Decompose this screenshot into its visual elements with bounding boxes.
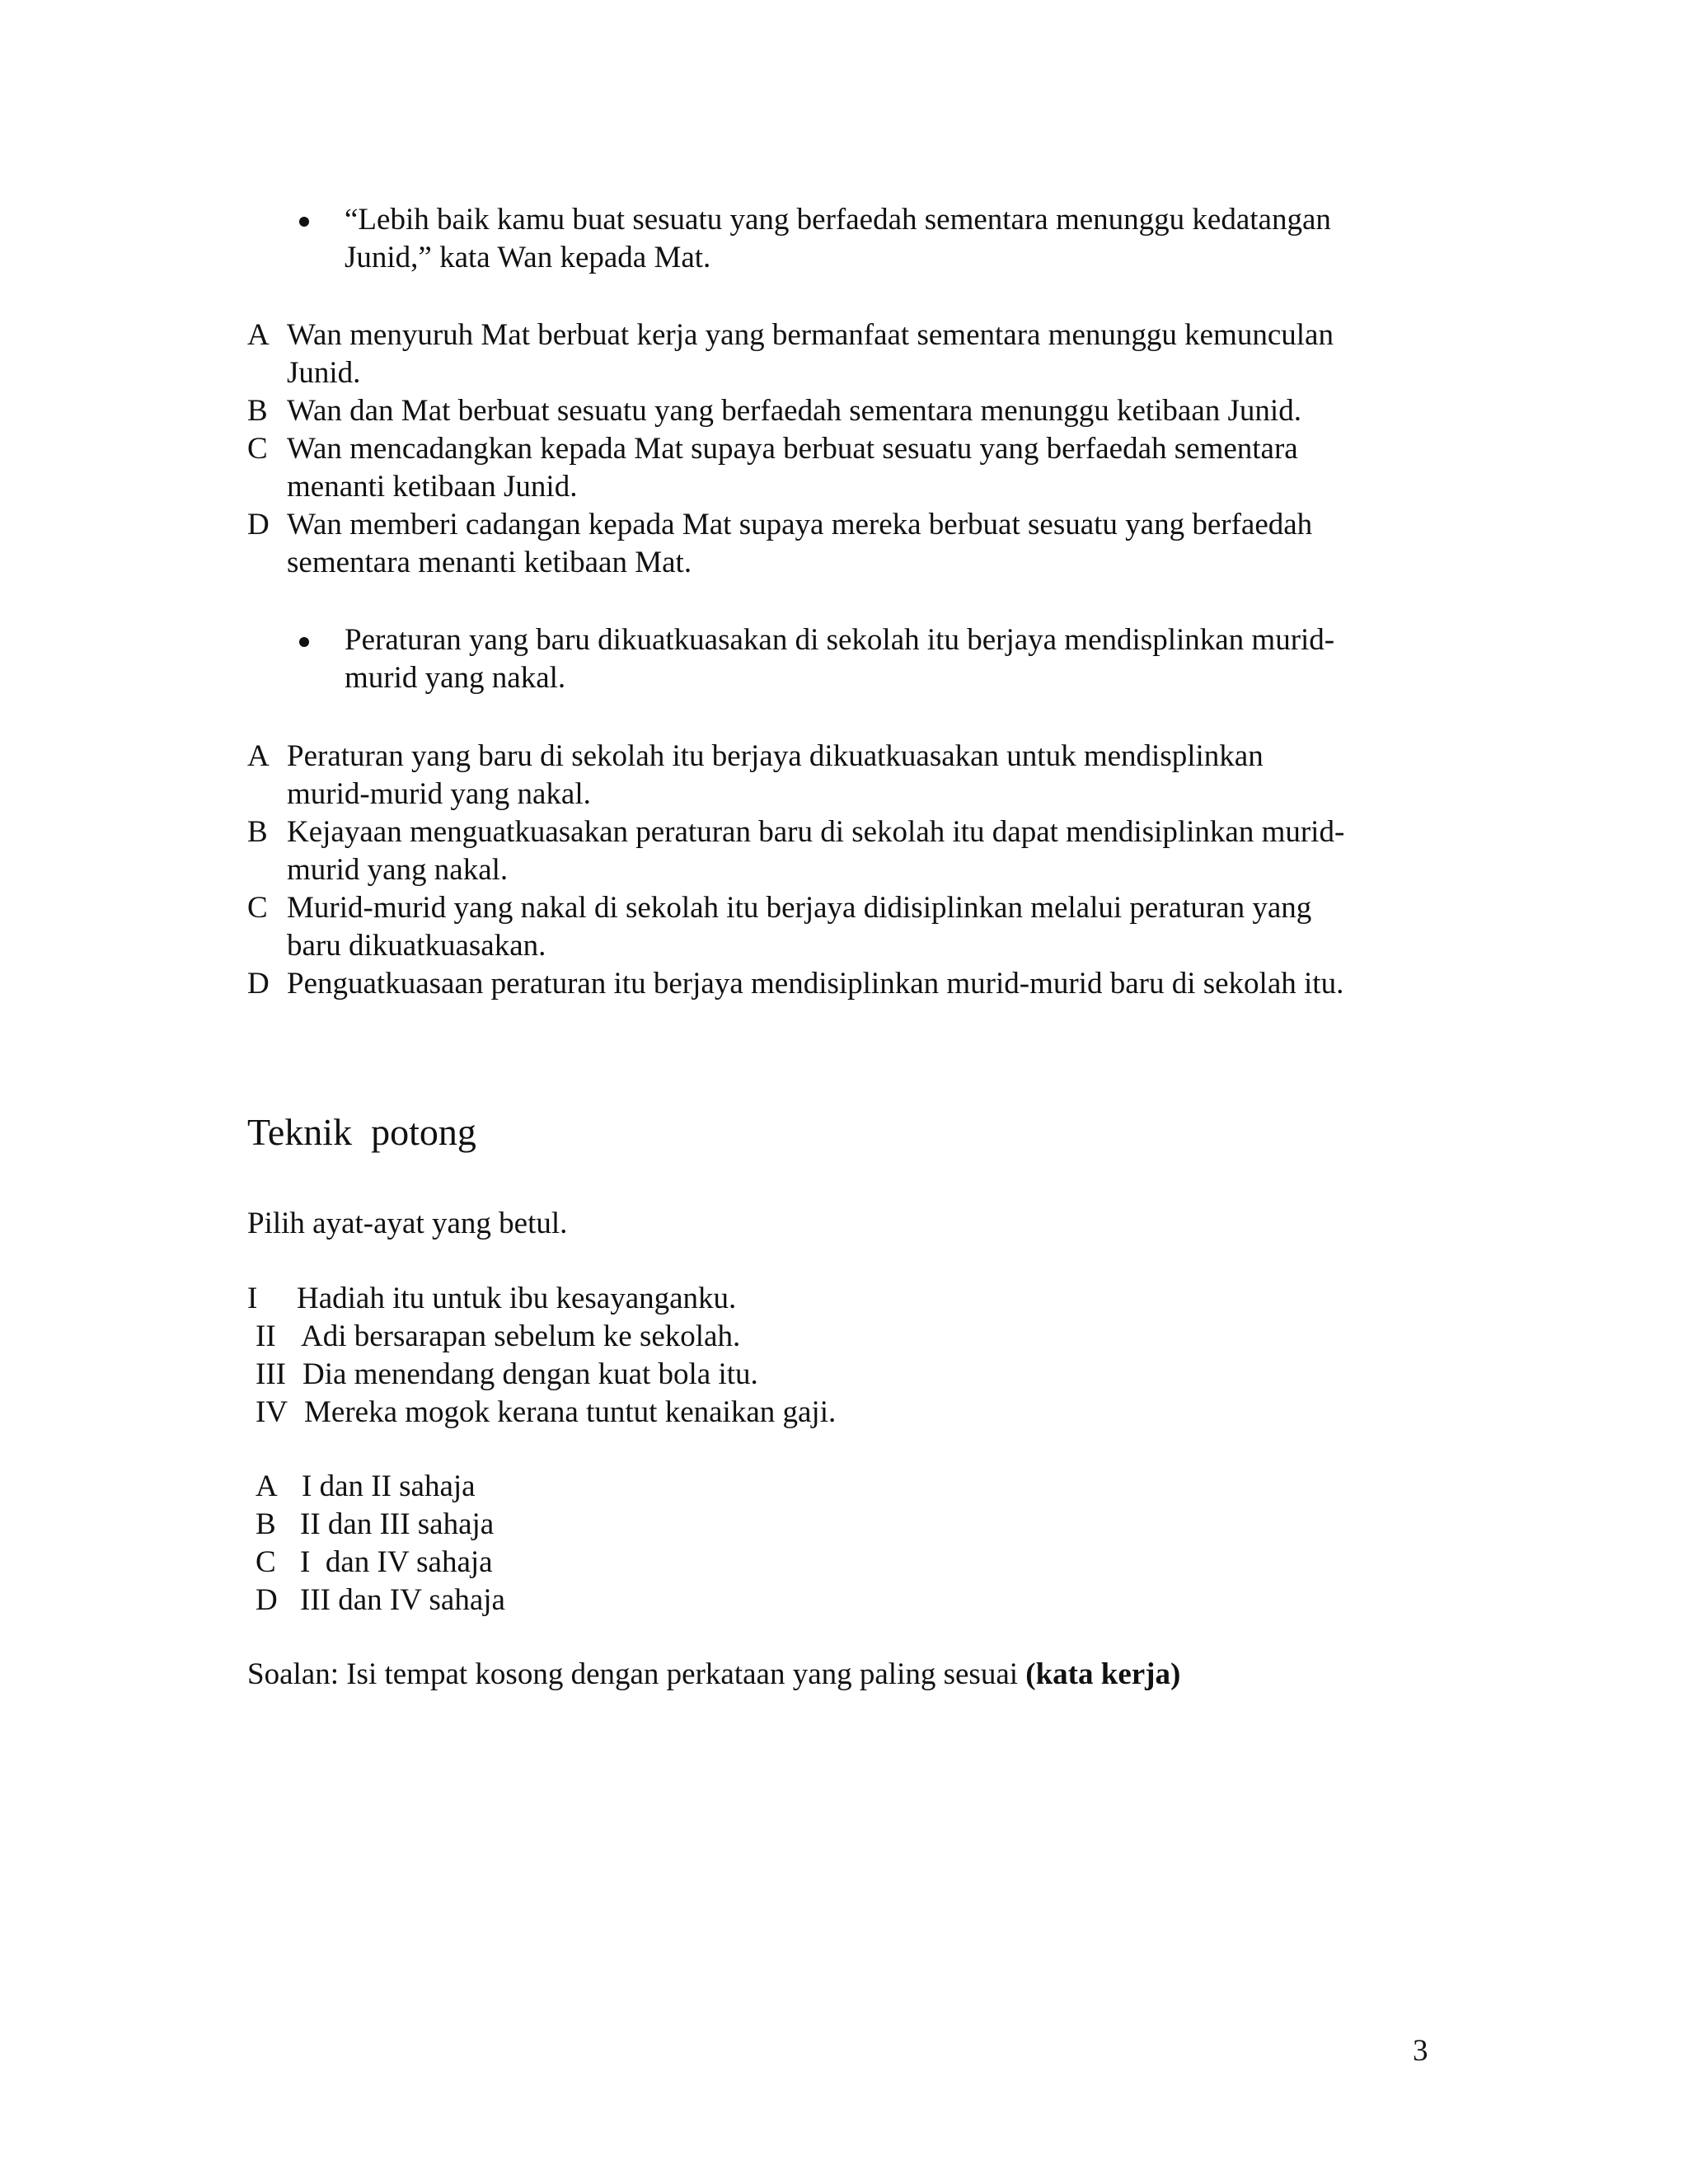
option-text: Penguatkuasaan peraturan itu berjaya mendisiplinkan murid-murid baru di sekolah itu.: [287, 967, 1344, 1001]
option-text: murid-murid yang nakal.: [287, 777, 591, 811]
option-letter: A: [247, 739, 270, 773]
option-letter: A: [247, 318, 270, 352]
option-letter: C: [247, 891, 268, 925]
option-text: sementara menanti ketibaan Mat.: [287, 546, 692, 579]
statement-text: Dia menendang dengan kuat bola itu.: [302, 1357, 758, 1391]
option-text: baru dikuatkuasakan.: [287, 929, 546, 963]
option-letter: B: [247, 815, 268, 849]
option-letter: C: [247, 432, 268, 466]
bullet-line: murid yang nakal.: [345, 661, 566, 695]
option-a: [247, 316, 1451, 392]
answer-text: I dan II sahaja: [302, 1469, 476, 1503]
options-list-1: [247, 316, 1451, 582]
answer-text: II dan III sahaja: [300, 1507, 495, 1541]
option-a: [247, 738, 1451, 813]
statement-number: I: [247, 1282, 258, 1315]
option-d: [247, 965, 1451, 1003]
option-d: [247, 506, 1451, 582]
option-letter: D: [247, 967, 270, 1001]
bullet-line: “Lebih baik kamu buat sesuatu yang berfaedah sementara menunggu kedatangan: [345, 203, 1331, 237]
option-letter: D: [247, 508, 270, 541]
option-text: menanti ketibaan Junid.: [287, 470, 578, 504]
answer-letter: A: [256, 1469, 278, 1503]
answer-letter: D: [256, 1583, 278, 1617]
option-text: Kejayaan menguatkuasakan peraturan baru di sekolah itu dapat mendisiplinkan murid-: [287, 815, 1345, 849]
options-list-2: [247, 738, 1451, 1003]
bullet-text: [345, 201, 1331, 277]
bullet-icon: [299, 637, 309, 647]
statement-number: II: [256, 1319, 276, 1353]
option-text: Wan dan Mat berbuat sesuatu yang berfaedah sementara menunggu ketibaan Junid.: [287, 394, 1301, 428]
page-number: 3: [1413, 2034, 1428, 2068]
option-text: Peraturan yang baru di sekolah itu berjaya dikuatkuasakan untuk mendisplinkan: [287, 739, 1264, 773]
instruction-text: Pilih ayat-ayat yang betul.: [247, 1207, 568, 1240]
option-text: Wan memberi cadangan kepada Mat supaya mereka berbuat sesuatu yang berfaedah: [287, 508, 1313, 541]
answer-letter: B: [256, 1507, 276, 1541]
answer-letter: C: [256, 1545, 276, 1579]
bullet-line: Junid,” kata Wan kepada Mat.: [345, 241, 711, 274]
option-text: Wan mencadangkan kepada Mat supaya berbuat sesuatu yang berfaedah sementara: [287, 432, 1298, 466]
option-b: [247, 813, 1451, 889]
question-text: [247, 1656, 1180, 1694]
option-b: [247, 392, 1451, 430]
question-bold-hint: (kata kerja): [1025, 1657, 1181, 1691]
option-c: [247, 889, 1451, 965]
statement-number: IV: [256, 1395, 288, 1429]
option-text: Wan menyuruh Mat berbuat kerja yang bermanfaat sementara menunggu kemunculan: [287, 318, 1334, 352]
bullet-line: Peraturan yang baru dikuatkuasakan di sekolah itu berjaya mendisplinkan murid-: [345, 623, 1335, 657]
bullet-icon: [299, 217, 309, 227]
option-text: Murid-murid yang nakal di sekolah itu berjaya didisiplinkan melalui peraturan yang: [287, 891, 1312, 925]
bullet-text: [345, 621, 1334, 697]
statement-number: III: [256, 1357, 286, 1391]
question-prompt: Soalan: Isi tempat kosong dengan perkataan yang paling sesuai: [247, 1657, 1026, 1691]
statement-text: Hadiah itu untuk ibu kesayanganku.: [297, 1282, 737, 1315]
statement-text: Mereka mogok kerana tuntut kenaikan gaji.: [304, 1395, 837, 1429]
option-text: Junid.: [287, 356, 361, 390]
statement-text: Adi bersarapan sebelum ke sekolah.: [301, 1319, 741, 1353]
option-letter: B: [247, 394, 268, 428]
answer-text: III dan IV sahaja: [300, 1583, 505, 1617]
option-text: murid yang nakal.: [287, 853, 509, 887]
section-heading: Teknik potong: [247, 1111, 476, 1153]
answer-text: I dan IV sahaja: [300, 1545, 493, 1579]
option-c: [247, 430, 1451, 506]
